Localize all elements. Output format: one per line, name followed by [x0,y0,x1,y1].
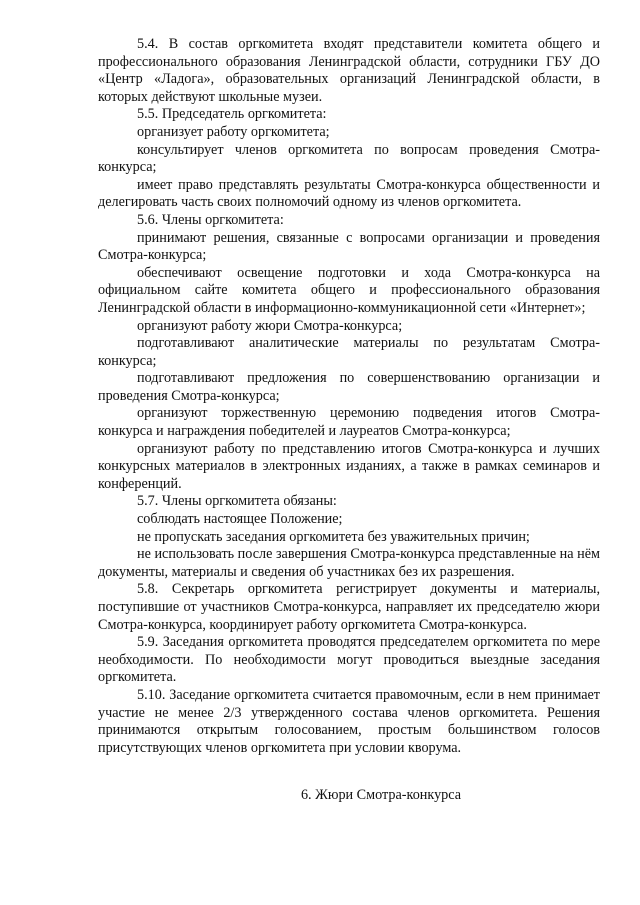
list-item-comply: соблюдать настоящее Положение; [137,511,343,528]
paragraph-5-4: 5.4. В состав оргкомитета входят представители комитета общего и профессионального образования Ленинградской области, сотрудники ГБУ ДО «Центр «Ладога», образовательных организаций Ленинградской области, в которых действуют школьные музеи. [98,36,600,105]
list-item-publication: организуют работу по представлению итогов Смотра-конкурса и лучших конкурсных материалов в электронных изданиях, а также в рамках семинаров и конференций. [98,440,600,492]
list-item-represents: имеет право представлять результаты Смотра-конкурса общественности и делегировать часть своих полномочий одному из членов оргкомитета. [98,176,600,211]
list-item-jury-work: организуют работу жюри Смотра-конкурса; [137,317,403,334]
paragraph-5-10: 5.10. Заседание оргкомитета считается правомочным, если в нем принимает участие не менее 2/3 утвержденного состава членов оргкомитета. Решения принимаются открытым голосованием, простым большинством голосов присутствующих членов оргкомитета при условии кворума. [98,686,600,756]
list-item-attendance: не пропускать заседания оргкомитета без уважительных причин; [137,528,530,545]
list-item-no-reuse: не использовать после завершения Смотра-конкурса представленные на нём документы, материалы и сведения об участниках без их разрешения. [98,546,600,580]
list-item-coverage: обеспечивают освещение подготовки и хода Смотра-конкурса на официальном сайте комитета общего и профессионального образования Ленинградской области в информационно-коммуникационной сети «Интернет»; [98,264,600,316]
section-heading: 6. Жюри Смотра-конкурса [300,787,462,804]
list-item-analytics: подготавливают аналитические материалы по результатам Смотра-конкурса; [98,335,600,369]
paragraph-5-8: 5.8. Секретарь оргкомитета регистрирует документы и материалы, поступившие от участников Смотра-конкурса, направляет их председателю жюри Смотра-конкурса, координирует работу оргкомитета Смотра-конкурса. [98,581,600,633]
paragraph-5-5: 5.5. Председатель оргкомитета: [137,106,327,123]
list-item-proposals: подготавливают предложения по совершенствованию организации и проведения Смотра-конкурса; [98,370,600,404]
paragraph-5-9: 5.9. Заседания оргкомитета проводятся председателем оргкомитета по мере необходимости. По необходимости могут проводиться выездные заседания оргкомитета. [98,634,600,686]
list-item-ceremony: организуют торжественную церемонию подведения итогов Смотра-конкурса и награждения победителей и лауреатов Смотра-конкурса; [98,405,600,440]
document-page [98,36,600,805]
paragraph-5-6: 5.6. Члены оргкомитета: [137,211,284,228]
paragraph-5-7: 5.7. Члены оргкомитета обязаны: [137,493,337,510]
list-item-decisions: принимают решения, связанные с вопросами организации и проведения Смотра-конкурса; [98,229,600,264]
list-item-organize-work: организует работу оргкомитета; [137,123,330,140]
list-item-consults: консультирует членов оргкомитета по вопросам проведения Смотра-конкурса; [98,141,600,176]
